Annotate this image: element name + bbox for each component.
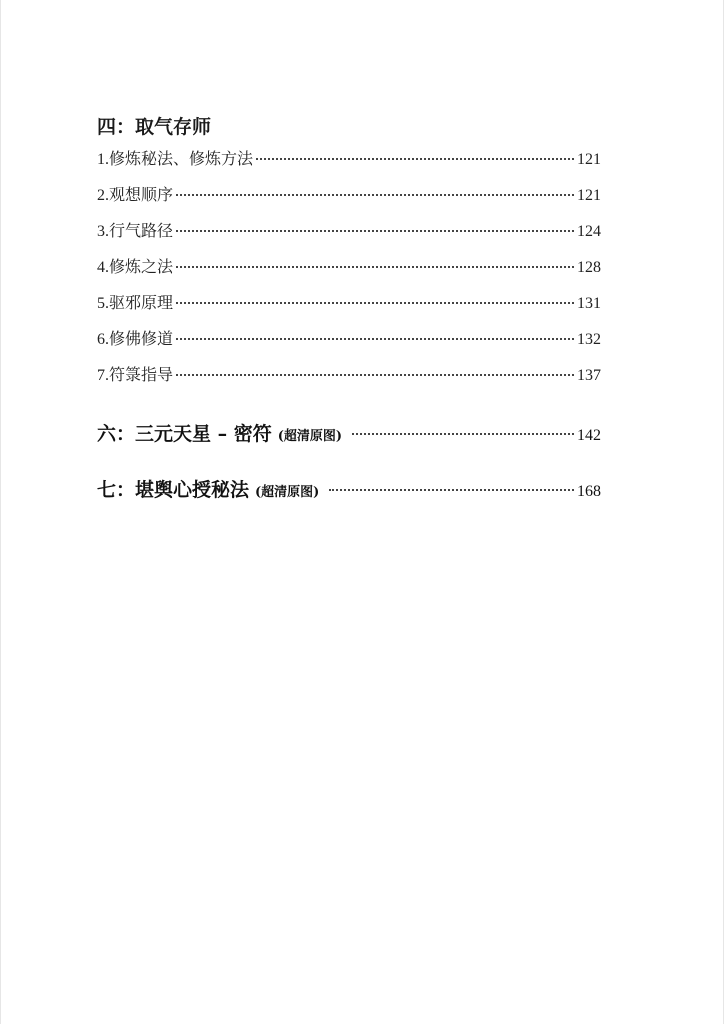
- chapter-page: 168: [577, 483, 601, 500]
- dot-leader: [176, 194, 574, 196]
- toc-entry-label: 4.修炼之法: [97, 259, 174, 276]
- toc-entry-label: 2.观想顺序: [97, 187, 174, 204]
- toc-entry: [97, 250, 601, 286]
- dot-leader: [352, 433, 574, 435]
- dot-leader: [256, 158, 574, 160]
- dot-leader: [176, 266, 574, 268]
- table-of-contents: [97, 112, 601, 510]
- toc-entry: [97, 214, 601, 250]
- chapter-note: (超清原图): [277, 429, 343, 444]
- toc-entry-page: 132: [577, 331, 601, 348]
- chapter-entry: [97, 470, 601, 510]
- dot-leader: [176, 374, 574, 376]
- toc-entry: [97, 322, 601, 358]
- dot-leader: [176, 338, 574, 340]
- toc-entry-label: 1.修炼秘法、修炼方法: [97, 151, 254, 168]
- toc-entry-page: 131: [577, 295, 601, 312]
- chapter-entry: [97, 414, 601, 454]
- chapter-note: (超清原图): [255, 485, 320, 500]
- toc-entry: [97, 358, 601, 394]
- toc-entry-label: 7.符箓指导: [97, 367, 174, 384]
- toc-entry: [97, 286, 601, 322]
- toc-entry-page: 121: [577, 187, 601, 204]
- toc-entry: [97, 178, 601, 214]
- chapter-page: 142: [577, 427, 601, 444]
- dot-leader: [176, 302, 574, 304]
- dot-leader: [176, 230, 574, 232]
- toc-entry-page: 137: [577, 367, 601, 384]
- toc-entry-label: 5.驱邪原理: [97, 295, 174, 312]
- toc-entry: [97, 142, 601, 178]
- chapter-title: 七：堪舆心授秘法: [97, 479, 250, 501]
- toc-entry-label: 6.修佛修道: [97, 331, 174, 348]
- toc-entry-page: 124: [577, 223, 601, 240]
- dot-leader: [329, 489, 574, 491]
- toc-entry-page: 128: [577, 259, 601, 276]
- toc-entry-label: 3.行气路径: [97, 223, 174, 240]
- toc-entry-page: 121: [577, 151, 601, 168]
- chapter-title: 六：三元天星 – 密符: [97, 423, 272, 445]
- section-title: 四：取气存师: [97, 116, 212, 138]
